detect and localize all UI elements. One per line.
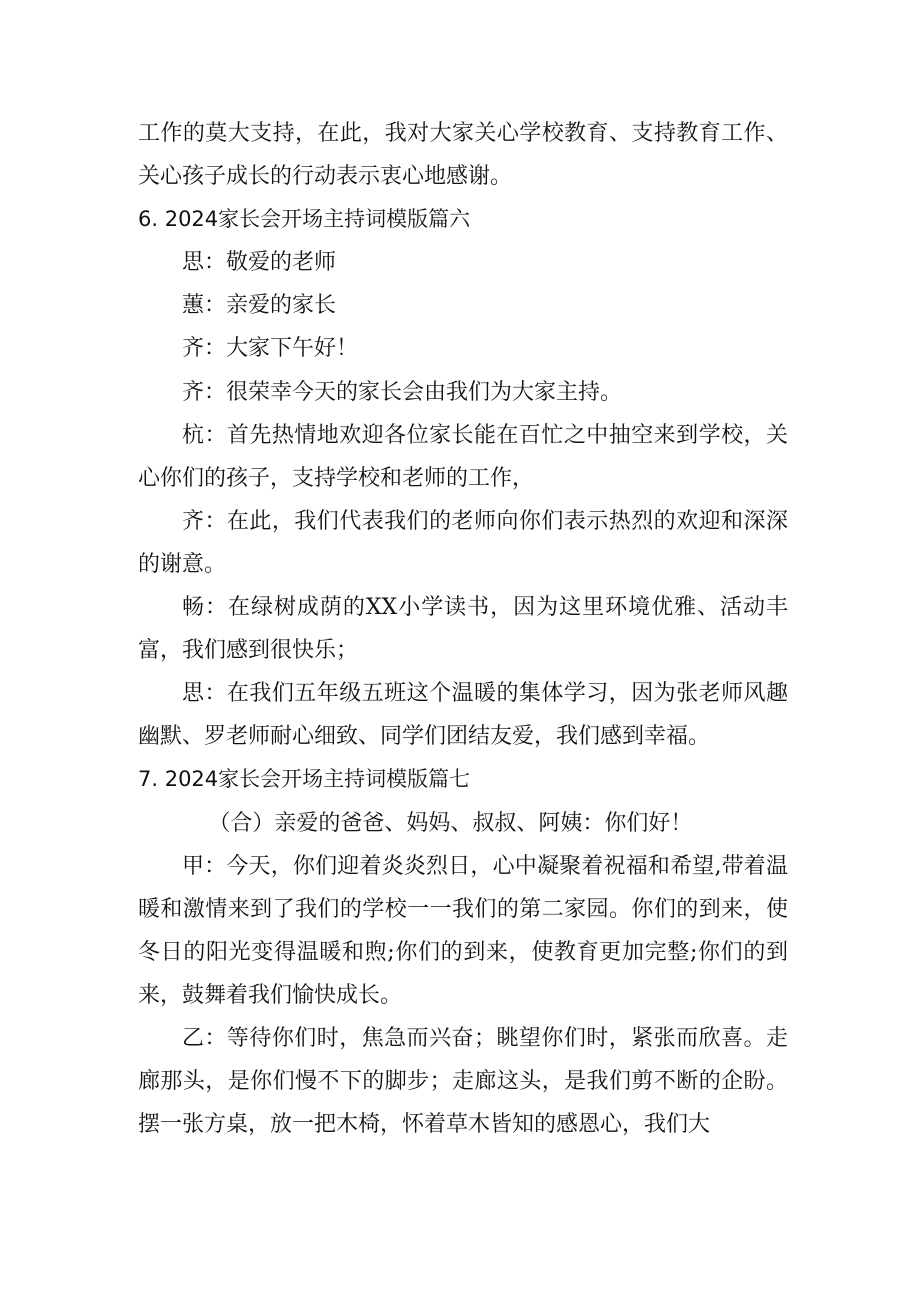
section-heading-7: 7. 2024家长会开场主持词模版篇七 — [138, 767, 471, 792]
section-heading-6: 6. 2024家长会开场主持词模版篇六 — [138, 207, 471, 232]
dialogue-line: 齐：很荣幸今天的家长会由我们为大家主持。 — [182, 379, 623, 405]
dialogue-line: 齐：在此，我们代表我们的老师向你们表示热烈的欢迎和深深的谢意。 — [138, 508, 788, 577]
greeting-line: （合）亲爱的爸爸、妈妈、叔叔、阿姨：你们好！ — [208, 810, 693, 836]
dialogue-line: 思：在我们五年级五班这个温暖的集体学习，因为张老师风趣幽默、罗老师耐心细致、同学们团结友爱，我们感到幸福。 — [138, 681, 788, 750]
document-body — [138, 112, 788, 1146]
dialogue-line: 杭：首先热情地欢迎各位家长能在百忙之中抽空来到学校，关心你们的孩子，支持学校和老师的工作， — [138, 422, 788, 491]
dialogue-line: 齐：大家下午好！ — [182, 336, 359, 362]
dialogue-line: 蕙：亲爱的家长 — [182, 293, 337, 319]
dialogue-line: 甲：今天，你们迎着炎炎烈日，心中凝聚着祝福和希望,带着温暖和激情来到了我们的学校一一我们的第二家园。你们的到来，使冬日的阳光变得温暖和煦;你们的到来，使教育更加完整;你们的到来，鼓舞着我们愉快成长。 — [138, 853, 788, 1008]
paragraph-continuation: 工作的莫大支持，在此，我对大家关心学校教育、支持教育工作、关心孩子成长的行动表示衷心地感谢。 — [138, 121, 788, 190]
dialogue-line: 乙：等待你们时，焦急而兴奋；眺望你们时，紧张而欣喜。走廊那头，是你们慢不下的脚步；走廊这头，是我们剪不断的企盼。摆一张方桌，放一把木椅，怀着草木皆知的感恩心，我们大 — [138, 1025, 788, 1138]
dialogue-line: 思：敬爱的老师 — [182, 250, 337, 276]
dialogue-line: 畅：在绿树成荫的XX小学读书，因为这里环境优雅、活动丰富，我们感到很快乐； — [138, 595, 788, 664]
